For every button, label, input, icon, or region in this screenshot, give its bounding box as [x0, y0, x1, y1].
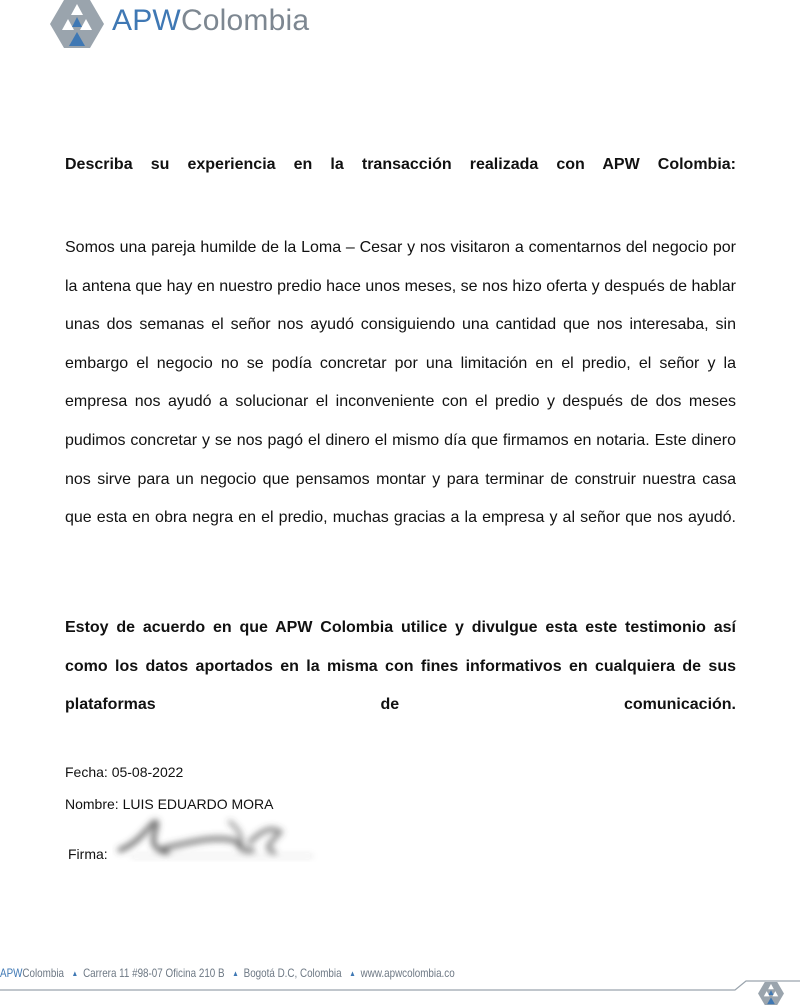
brand-colombia: Colombia — [180, 4, 310, 37]
triangle-icon: ▲ — [349, 969, 356, 978]
footer-website[interactable]: www.apwcolombia.co — [360, 966, 455, 980]
testimonial-text: Somos una pareja humilde de la Loma – Cesar y nos visitaron a comentarnos del negocio por la antena que hay en nuestro predio hace unos meses, se nos hizo oferta y después de hablar unas dos semanas el señor nos ayudó consiguiendo una cantidad que nos interesaba, sin embargo el negocio no se podía concretar por una limitación en el predio, el señor y la empresa nos ayudó a solucionar el inconveniente con el predio y después de dos meses pudimos concretar y se nos pagó el dinero el mismo día que firmamos en notaria. Este dinero nos sirve para un negocio que pensamos montar y para terminar de construir nuestra casa que esta en obra negra en el predio, muchas gracias a la empresa y al señor que nos ayudó. — [65, 239, 736, 527]
footer-logo-icon — [758, 982, 784, 1006]
date-field: Fecha: 05-08-2022 — [65, 764, 184, 780]
consent-statement: Estoy de acuerdo en que APW Colombia utilice y divulgue esta este testimonio así como los datos aportados en la misma con fines informativos en cualquiera de sus plataformas de comunicación. — [65, 619, 736, 714]
header-logo — [50, 0, 309, 50]
footer-brand-colombia: Colombia — [22, 966, 64, 980]
footer-divider — [0, 980, 800, 994]
footer-address: Carrera 11 #98-07 Oficina 210 B — [83, 966, 225, 980]
brand-apw: APW — [112, 4, 181, 37]
signature-label: Firma: — [68, 846, 108, 862]
name-field: Nombre: LUIS EDUARDO MORA — [65, 796, 274, 812]
triangle-icon: ▲ — [71, 969, 79, 978]
triangle-icon: ▲ — [232, 969, 239, 978]
signature-image — [112, 812, 322, 862]
footer-city: Bogotá D.C, Colombia — [243, 966, 342, 980]
apw-hexagon-logo-icon — [50, 0, 104, 50]
footer-contact-line — [0, 966, 455, 980]
brand-name — [112, 6, 309, 36]
question-heading: Describa su experiencia en la transacción realizada con APW Colombia: — [65, 156, 736, 173]
footer-brand-apw: APW — [0, 966, 23, 980]
